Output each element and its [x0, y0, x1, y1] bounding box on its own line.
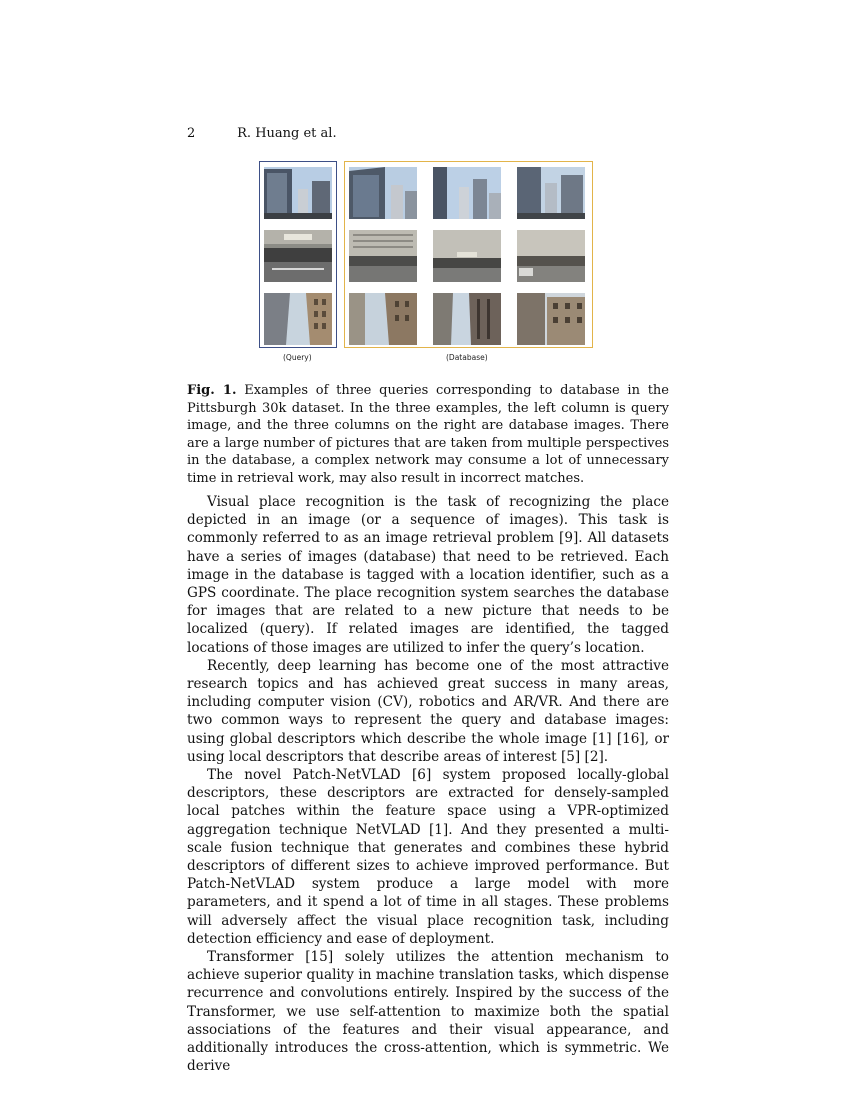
database-image-1-2	[433, 167, 501, 219]
query-label: (Query)	[283, 353, 312, 362]
paragraph: Recently, deep learning has become one of the most attractive research topics and has achieved great success in many areas, including computer vision (CV), robotics and AR/VR. And there are two common ways to represent the query and database images: using global descriptors which describe the whole image [1] [16], or using local descriptors that describe areas of interest [5] [2].	[187, 657, 669, 765]
database-image-3-3	[517, 293, 585, 345]
database-image-3-1	[349, 293, 417, 345]
caption-text: Examples of three queries corresponding to database in the Pittsburgh 30k dataset. In the three examples, the left column is query image, and the three columns on the right are database images. There are a large number of pictures that are taken from multiple perspectives in the database, a complex network may consume a lot of unnecessary time in retrieval work, may also result in incorrect matches.	[187, 383, 669, 486]
database-label: (Database)	[446, 353, 488, 362]
query-frame	[259, 161, 337, 348]
query-image-1	[264, 167, 332, 219]
query-image-2	[264, 230, 332, 282]
paragraph: Visual place recognition is the task of recognizing the place depicted in an image (or a sequence of images). This task is commonly referred to as an image retrieval problem [9]. All datasets have a series of images (database) that need to be retrieved. Each image in the database is tagged with a location identifier, such as a GPS coordinate. The place recognition system searches the database for images that are related to a new picture that needs to be localized (query). If related images are identified, the tagged locations of those images are utilized to infer the query’s location.	[187, 494, 669, 656]
figure-1	[259, 161, 595, 366]
database-image-3-2	[433, 293, 501, 345]
running-authors: R. Huang et al.	[237, 126, 337, 141]
paragraph: Transformer [15] solely utilizes the attention mechanism to achieve superior quality in machine translation tasks, which dispense recurrence and convolutions entirely. Inspired by the success of the Transformer, we use self-attention to maximize both the spatial associations of the features and their visual appearance, and additionally introduces the cross-attention, which is symmetric. We derive	[187, 949, 669, 1075]
running-header	[187, 126, 337, 141]
figure-caption	[187, 382, 669, 488]
page-number: 2	[187, 126, 196, 141]
database-image-2-1	[349, 230, 417, 282]
database-image-2-3	[517, 230, 585, 282]
caption-label: Fig. 1.	[187, 383, 237, 398]
paragraph: The novel Patch-NetVLAD [6] system proposed locally-global descriptors, these descriptors are extracted for densely-sampled local patches within the feature space using a VPR-optimized aggregation technique NetVLAD [1]. And they presented a multi-scale fusion technique that generates and combines these hybrid descriptors of different sizes to achieve improved performance. But Patch-NetVLAD system produce a large model with more parameters, and it spend a lot of time in all stages. These problems will adversely affect the visual place recognition task, including detection efficiency and ease of deployment.	[187, 767, 669, 947]
body-text	[187, 493, 669, 1076]
query-image-3	[264, 293, 332, 345]
database-image-2-2	[433, 230, 501, 282]
database-image-1-3	[517, 167, 585, 219]
database-image-1-1	[349, 167, 417, 219]
database-frame	[344, 161, 593, 348]
